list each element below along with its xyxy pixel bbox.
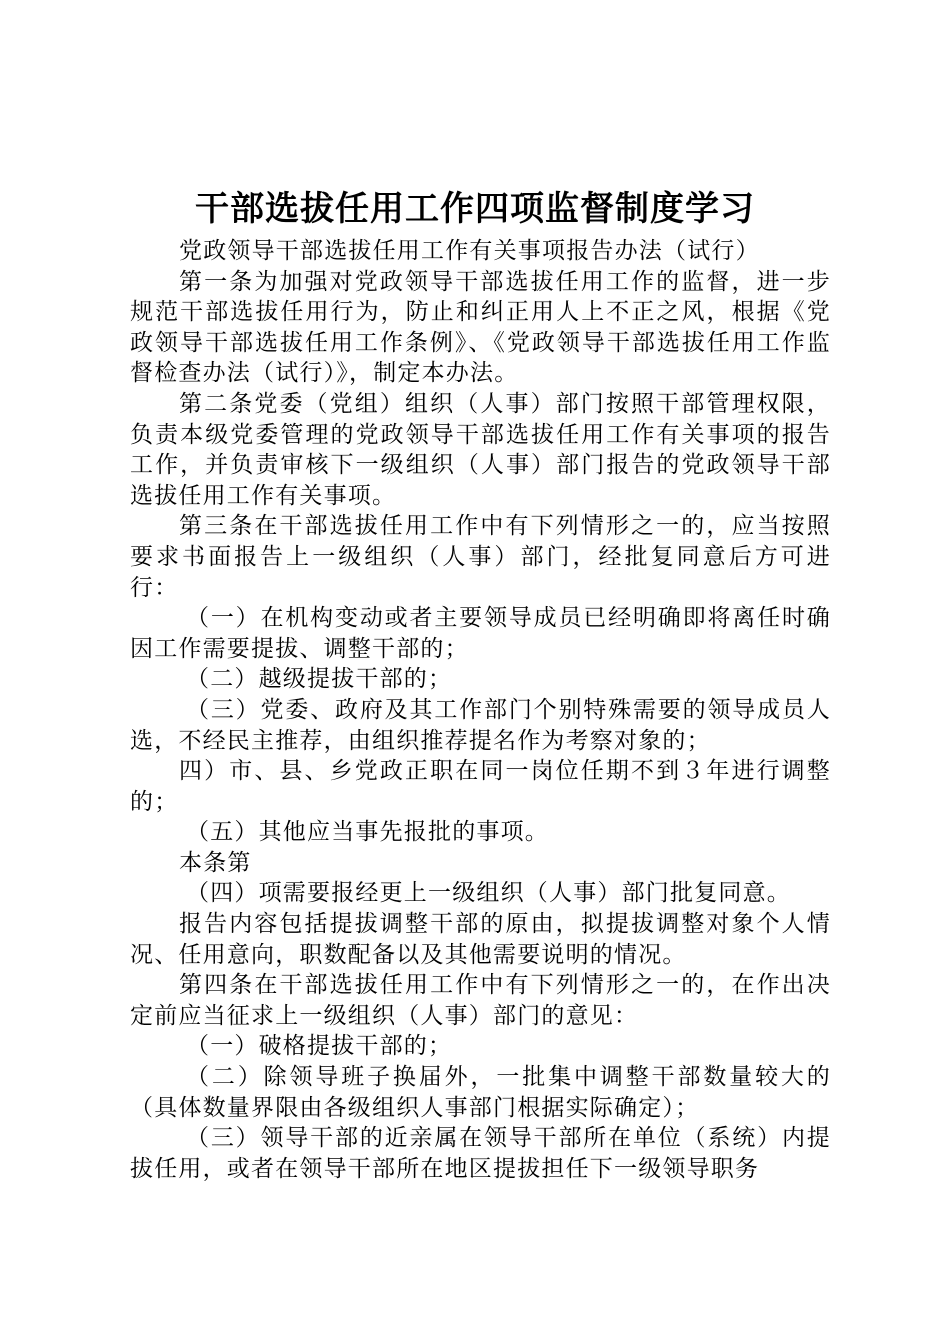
paragraph-item: （二）越级提拔干部的； — [186, 666, 453, 693]
paragraph-item: （一）在机构变动或者主要领导成员已经明确即将离任时确因工作需要提拔、调整干部的； — [130, 605, 831, 662]
paragraph-article-4: 第四条在干部选拔任用工作中有下列情形之一的，在作出决定前应当征求上一级组织（人事）部门的意见： — [130, 972, 831, 1029]
paragraph-item: （二）除领导班子换届外，一批集中调整干部数量较大的（具体数量界限由各级组织人事部门根据实际确定）； — [130, 1064, 831, 1121]
paragraph-item: 四）市、县、乡党政正职在同一岗位任期不到３年进行调整的； — [130, 758, 831, 815]
paragraph-item: （五）其他应当事先报批的事项。 — [186, 819, 549, 846]
document-body — [130, 236, 831, 1184]
paragraph-item: （三）领导干部的近亲属在领导干部所在单位（系统）内提拔任用，或者在领导干部所在地区提拔担任下一级领导职务 — [130, 1125, 831, 1182]
paragraph-item: （三）党委、政府及其工作部门个别特殊需要的领导成员人选，不经民主推荐，由组织推荐提名作为考察对象的； — [130, 696, 831, 754]
paragraph-article-3: 第三条在干部选拔任用工作中有下列情形之一的，应当按照要求书面报告上一级组织（人事）部门，经批复同意后方可进行： — [130, 513, 831, 601]
paragraph-subtitle: 党政领导干部选拔任用工作有关事项报告办法（试行） — [179, 238, 760, 264]
paragraph-report-content: 报告内容包括提拔调整干部的原由，拟提拔调整对象个人情况、任用意向，职数配备以及其他需要说明的情况。 — [130, 911, 831, 968]
paragraph-article-1: 第一条为加强对党政领导干部选拔任用工作的监督，进一步规范干部选拔任用行为，防止和纠正用人上不正之风，根据《党政领导干部选拔任用工作条例》、《党政领导干部选拔任用工作监督检查办法（试行）》，制定本办法。 — [130, 268, 831, 387]
paragraph-item: （一）破格提拔干部的； — [186, 1033, 453, 1060]
paragraph-article-2: 第二条党委（党组）组织（人事）部门按照干部管理权限，负责本级党委管理的党政领导干部选拔任用工作有关事项的报告工作，并负责审核下一级组织（人事）部门报告的党政领导干部选拔任用工作有关事项。 — [130, 390, 831, 509]
document-title: 干部选拔任用工作四项监督制度学习 — [195, 189, 755, 229]
paragraph-note: 本条第 — [179, 849, 252, 876]
paragraph-note: （四）项需要报经更上一级组织（人事）部门批复同意。 — [186, 880, 791, 907]
